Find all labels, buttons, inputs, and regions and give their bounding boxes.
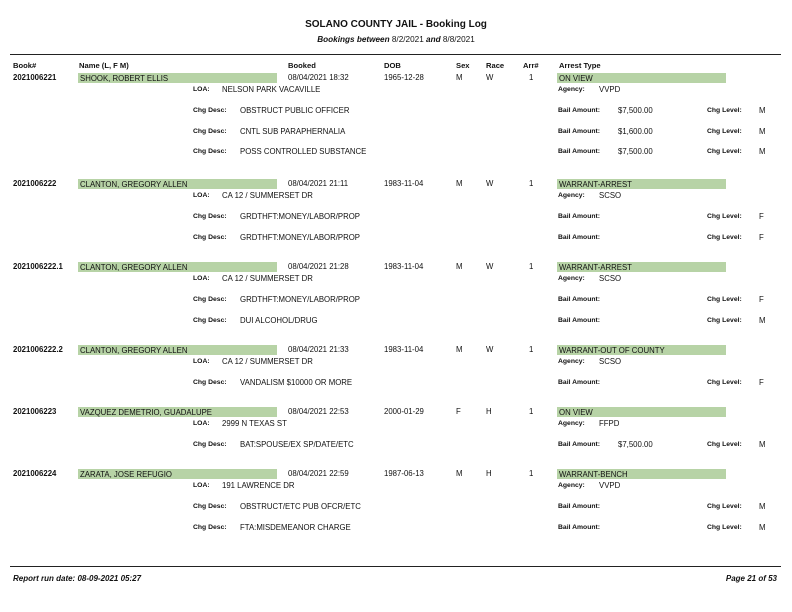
arrest-type: WARRANT-ARREST xyxy=(559,180,632,189)
agency-label: Agency: xyxy=(558,420,585,427)
arrest-number: 1 xyxy=(529,179,534,188)
loa-label: LOA: xyxy=(193,358,210,365)
loa-value: 191 LAWRENCE DR xyxy=(222,481,295,490)
report-title: SOLANO COUNTY JAIL - Booking Log xyxy=(305,19,487,30)
charge-description: BAT:SPOUSE/EX SP/DATE/ETC xyxy=(240,440,354,449)
charge-level: F xyxy=(759,295,764,304)
loa-label: LOA: xyxy=(193,482,210,489)
charge-description: FTA:MISDEMEANOR CHARGE xyxy=(240,522,351,532)
dob: 1965-12-28 xyxy=(384,73,424,82)
arrest-type: WARRANT-ARREST xyxy=(559,263,632,272)
chg-level-label: Chg Level: xyxy=(707,148,742,155)
book-number: 2021006222.2 xyxy=(13,345,63,354)
agency-value: SCSO xyxy=(599,191,622,200)
bail-amount: $1,600.00 xyxy=(618,126,653,136)
bail-amount-label: Bail Amount: xyxy=(558,127,601,135)
arrest-number: 1 xyxy=(529,469,534,478)
charge-level: M xyxy=(759,315,766,325)
loa-value: CA 12 / SUMMERSET DR xyxy=(222,274,313,283)
booked-datetime: 08/04/2021 18:32 xyxy=(288,73,349,82)
book-number: 2021006223 xyxy=(13,407,57,416)
agency-value: VVPD xyxy=(599,85,621,94)
chg-desc-label: Chg Desc: xyxy=(193,316,227,324)
arrest-type: ON VIEW xyxy=(559,74,593,83)
charge-description: GRDTHFT:MONEY/LABOR/PROP xyxy=(240,232,360,242)
chg-desc-label: Chg Desc: xyxy=(193,233,227,241)
race: W xyxy=(486,345,494,354)
dob: 1987-06-13 xyxy=(384,469,424,478)
race: W xyxy=(486,73,494,82)
arrest-number: 1 xyxy=(529,262,534,271)
charge-description: OBSTRUCT/ETC PUB OFCR/ETC xyxy=(240,502,361,511)
race: H xyxy=(486,469,492,478)
sex: M xyxy=(456,262,463,271)
sex: M xyxy=(456,179,463,188)
book-number: 2021006222.1 xyxy=(13,262,63,271)
chg-level-label: Chg Level: xyxy=(707,107,742,114)
bail-amount-label: Bail Amount: xyxy=(558,107,601,114)
loa-label: LOA: xyxy=(193,275,210,282)
agency-value: VVPD xyxy=(599,481,621,490)
arrest-type: WARRANT-BENCH xyxy=(559,470,628,479)
inmate-name: ZARATA, JOSE REFUGIO xyxy=(80,470,172,479)
bail-amount-label: Bail Amount: xyxy=(558,523,601,531)
chg-desc-label: Chg Desc: xyxy=(193,296,227,303)
arrest-number: 1 xyxy=(529,345,534,354)
header-divider xyxy=(10,54,781,55)
charge-description: POSS CONTROLLED SUBSTANCE xyxy=(240,147,367,156)
arrest-type: ON VIEW xyxy=(559,408,593,417)
chg-level-label: Chg Level: xyxy=(707,379,742,386)
book-number: 2021006222 xyxy=(13,179,57,188)
agency-value: SCSO xyxy=(599,274,622,283)
bail-amount-label: Bail Amount: xyxy=(558,296,601,303)
bail-amount-label: Bail Amount: xyxy=(558,441,601,448)
agency-label: Agency: xyxy=(558,358,585,365)
chg-level-label: Chg Level: xyxy=(707,441,742,448)
race: W xyxy=(486,262,494,271)
chg-desc-label: Chg Desc: xyxy=(193,213,227,220)
arrest-number: 1 xyxy=(529,73,534,82)
bail-amount-label: Bail Amount: xyxy=(558,148,601,155)
agency-label: Agency: xyxy=(558,275,585,282)
bail-amount: $7,500.00 xyxy=(618,147,653,156)
sex: F xyxy=(456,407,461,416)
agency-label: Agency: xyxy=(558,192,585,199)
race: W xyxy=(486,179,494,188)
booked-datetime: 08/04/2021 22:59 xyxy=(288,469,349,478)
chg-level-label: Chg Level: xyxy=(707,523,742,531)
charge-description: VANDALISM $10000 OR MORE xyxy=(240,378,353,387)
race: H xyxy=(486,407,492,416)
chg-desc-label: Chg Desc: xyxy=(193,503,227,510)
charge-level: M xyxy=(759,147,766,156)
charge-level: M xyxy=(759,440,766,449)
loa-value: NELSON PARK VACAVILLE xyxy=(222,85,321,94)
bail-amount-label: Bail Amount: xyxy=(558,379,601,386)
booked-datetime: 08/04/2021 21:11 xyxy=(288,179,349,188)
charge-level: M xyxy=(759,502,766,511)
charge-description: OBSTRUCT PUBLIC OFFICER xyxy=(240,106,350,115)
charge-level: M xyxy=(759,126,766,136)
chg-level-label: Chg Level: xyxy=(707,296,742,303)
sex: M xyxy=(456,345,463,354)
report-run-date: Report run date: 08-09-2021 05:27 xyxy=(13,574,142,583)
charge-level: M xyxy=(759,106,766,115)
bail-amount-label: Bail Amount: xyxy=(558,213,601,220)
inmate-name: CLANTON, GREGORY ALLEN xyxy=(80,263,188,272)
charge-level: F xyxy=(759,212,764,221)
dob: 1983-11-04 xyxy=(384,262,424,271)
chg-level-label: Chg Level: xyxy=(707,233,742,241)
arrest-type: WARRANT-OUT OF COUNTY xyxy=(559,346,665,355)
chg-desc-label: Chg Desc: xyxy=(193,107,227,114)
col-book: Book# xyxy=(13,61,37,70)
footer-divider xyxy=(10,566,781,567)
col-sex: Sex xyxy=(456,61,470,70)
chg-level-label: Chg Level: xyxy=(707,127,742,135)
charge-description: DUI ALCOHOL/DRUG xyxy=(240,315,318,325)
chg-level-label: Chg Level: xyxy=(707,316,742,324)
charge-level: F xyxy=(759,232,764,242)
charge-level: M xyxy=(759,522,766,532)
report-subtitle: Bookings between 8/2/2021 and 8/8/2021 xyxy=(317,35,475,44)
sex: M xyxy=(456,73,463,82)
inmate-name: CLANTON, GREGORY ALLEN xyxy=(80,346,188,355)
bail-amount: $7,500.00 xyxy=(618,440,653,449)
loa-label: LOA: xyxy=(193,192,210,199)
charge-level: F xyxy=(759,378,764,387)
agency-value: SCSO xyxy=(599,357,622,366)
bail-amount: $7,500.00 xyxy=(618,106,653,115)
page-number: Page 21 of 53 xyxy=(725,574,777,583)
bail-amount-label: Bail Amount: xyxy=(558,233,601,241)
book-number: 2021006221 xyxy=(13,73,57,82)
charge-description: GRDTHFT:MONEY/LABOR/PROP xyxy=(240,295,360,304)
chg-desc-label: Chg Desc: xyxy=(193,127,227,135)
dob: 1983-11-04 xyxy=(384,345,424,354)
charge-description: GRDTHFT:MONEY/LABOR/PROP xyxy=(240,212,360,221)
sex: M xyxy=(456,469,463,478)
dob: 2000-01-29 xyxy=(384,407,424,416)
chg-level-label: Chg Level: xyxy=(707,503,742,510)
col-arr: Arr# xyxy=(523,61,539,70)
loa-label: LOA: xyxy=(193,86,210,93)
col-race: Race xyxy=(486,61,505,70)
charge-description: CNTL SUB PARAPHERNALIA xyxy=(240,126,346,136)
booked-datetime: 08/04/2021 21:28 xyxy=(288,262,349,271)
booked-datetime: 08/04/2021 21:33 xyxy=(288,345,349,354)
inmate-name: CLANTON, GREGORY ALLEN xyxy=(80,180,188,189)
booked-datetime: 08/04/2021 22:53 xyxy=(288,407,349,416)
bail-amount-label: Bail Amount: xyxy=(558,316,601,324)
agency-label: Agency: xyxy=(558,482,585,489)
chg-desc-label: Chg Desc: xyxy=(193,441,227,448)
bail-amount-label: Bail Amount: xyxy=(558,503,601,510)
loa-label: LOA: xyxy=(193,420,210,427)
col-booked: Booked xyxy=(288,61,316,70)
inmate-name: VAZQUEZ DEMETRIO, GUADALUPE xyxy=(80,408,212,417)
dob: 1983-11-04 xyxy=(384,179,424,188)
loa-value: CA 12 / SUMMERSET DR xyxy=(222,357,313,366)
arrest-number: 1 xyxy=(529,407,534,416)
agency-label: Agency: xyxy=(558,86,585,93)
chg-desc-label: Chg Desc: xyxy=(193,523,227,531)
col-arrest-type: Arrest Type xyxy=(559,61,601,70)
chg-desc-label: Chg Desc: xyxy=(193,379,227,386)
col-dob: DOB xyxy=(384,61,401,70)
col-name: Name (L, F M) xyxy=(79,61,129,70)
book-number: 2021006224 xyxy=(13,469,57,478)
inmate-name: SHOOK, ROBERT ELLIS xyxy=(80,74,169,83)
chg-desc-label: Chg Desc: xyxy=(193,148,227,155)
chg-level-label: Chg Level: xyxy=(707,213,742,220)
agency-value: FFPD xyxy=(599,419,620,428)
loa-value: CA 12 / SUMMERSET DR xyxy=(222,191,313,200)
loa-value: 2999 N TEXAS ST xyxy=(222,419,287,428)
